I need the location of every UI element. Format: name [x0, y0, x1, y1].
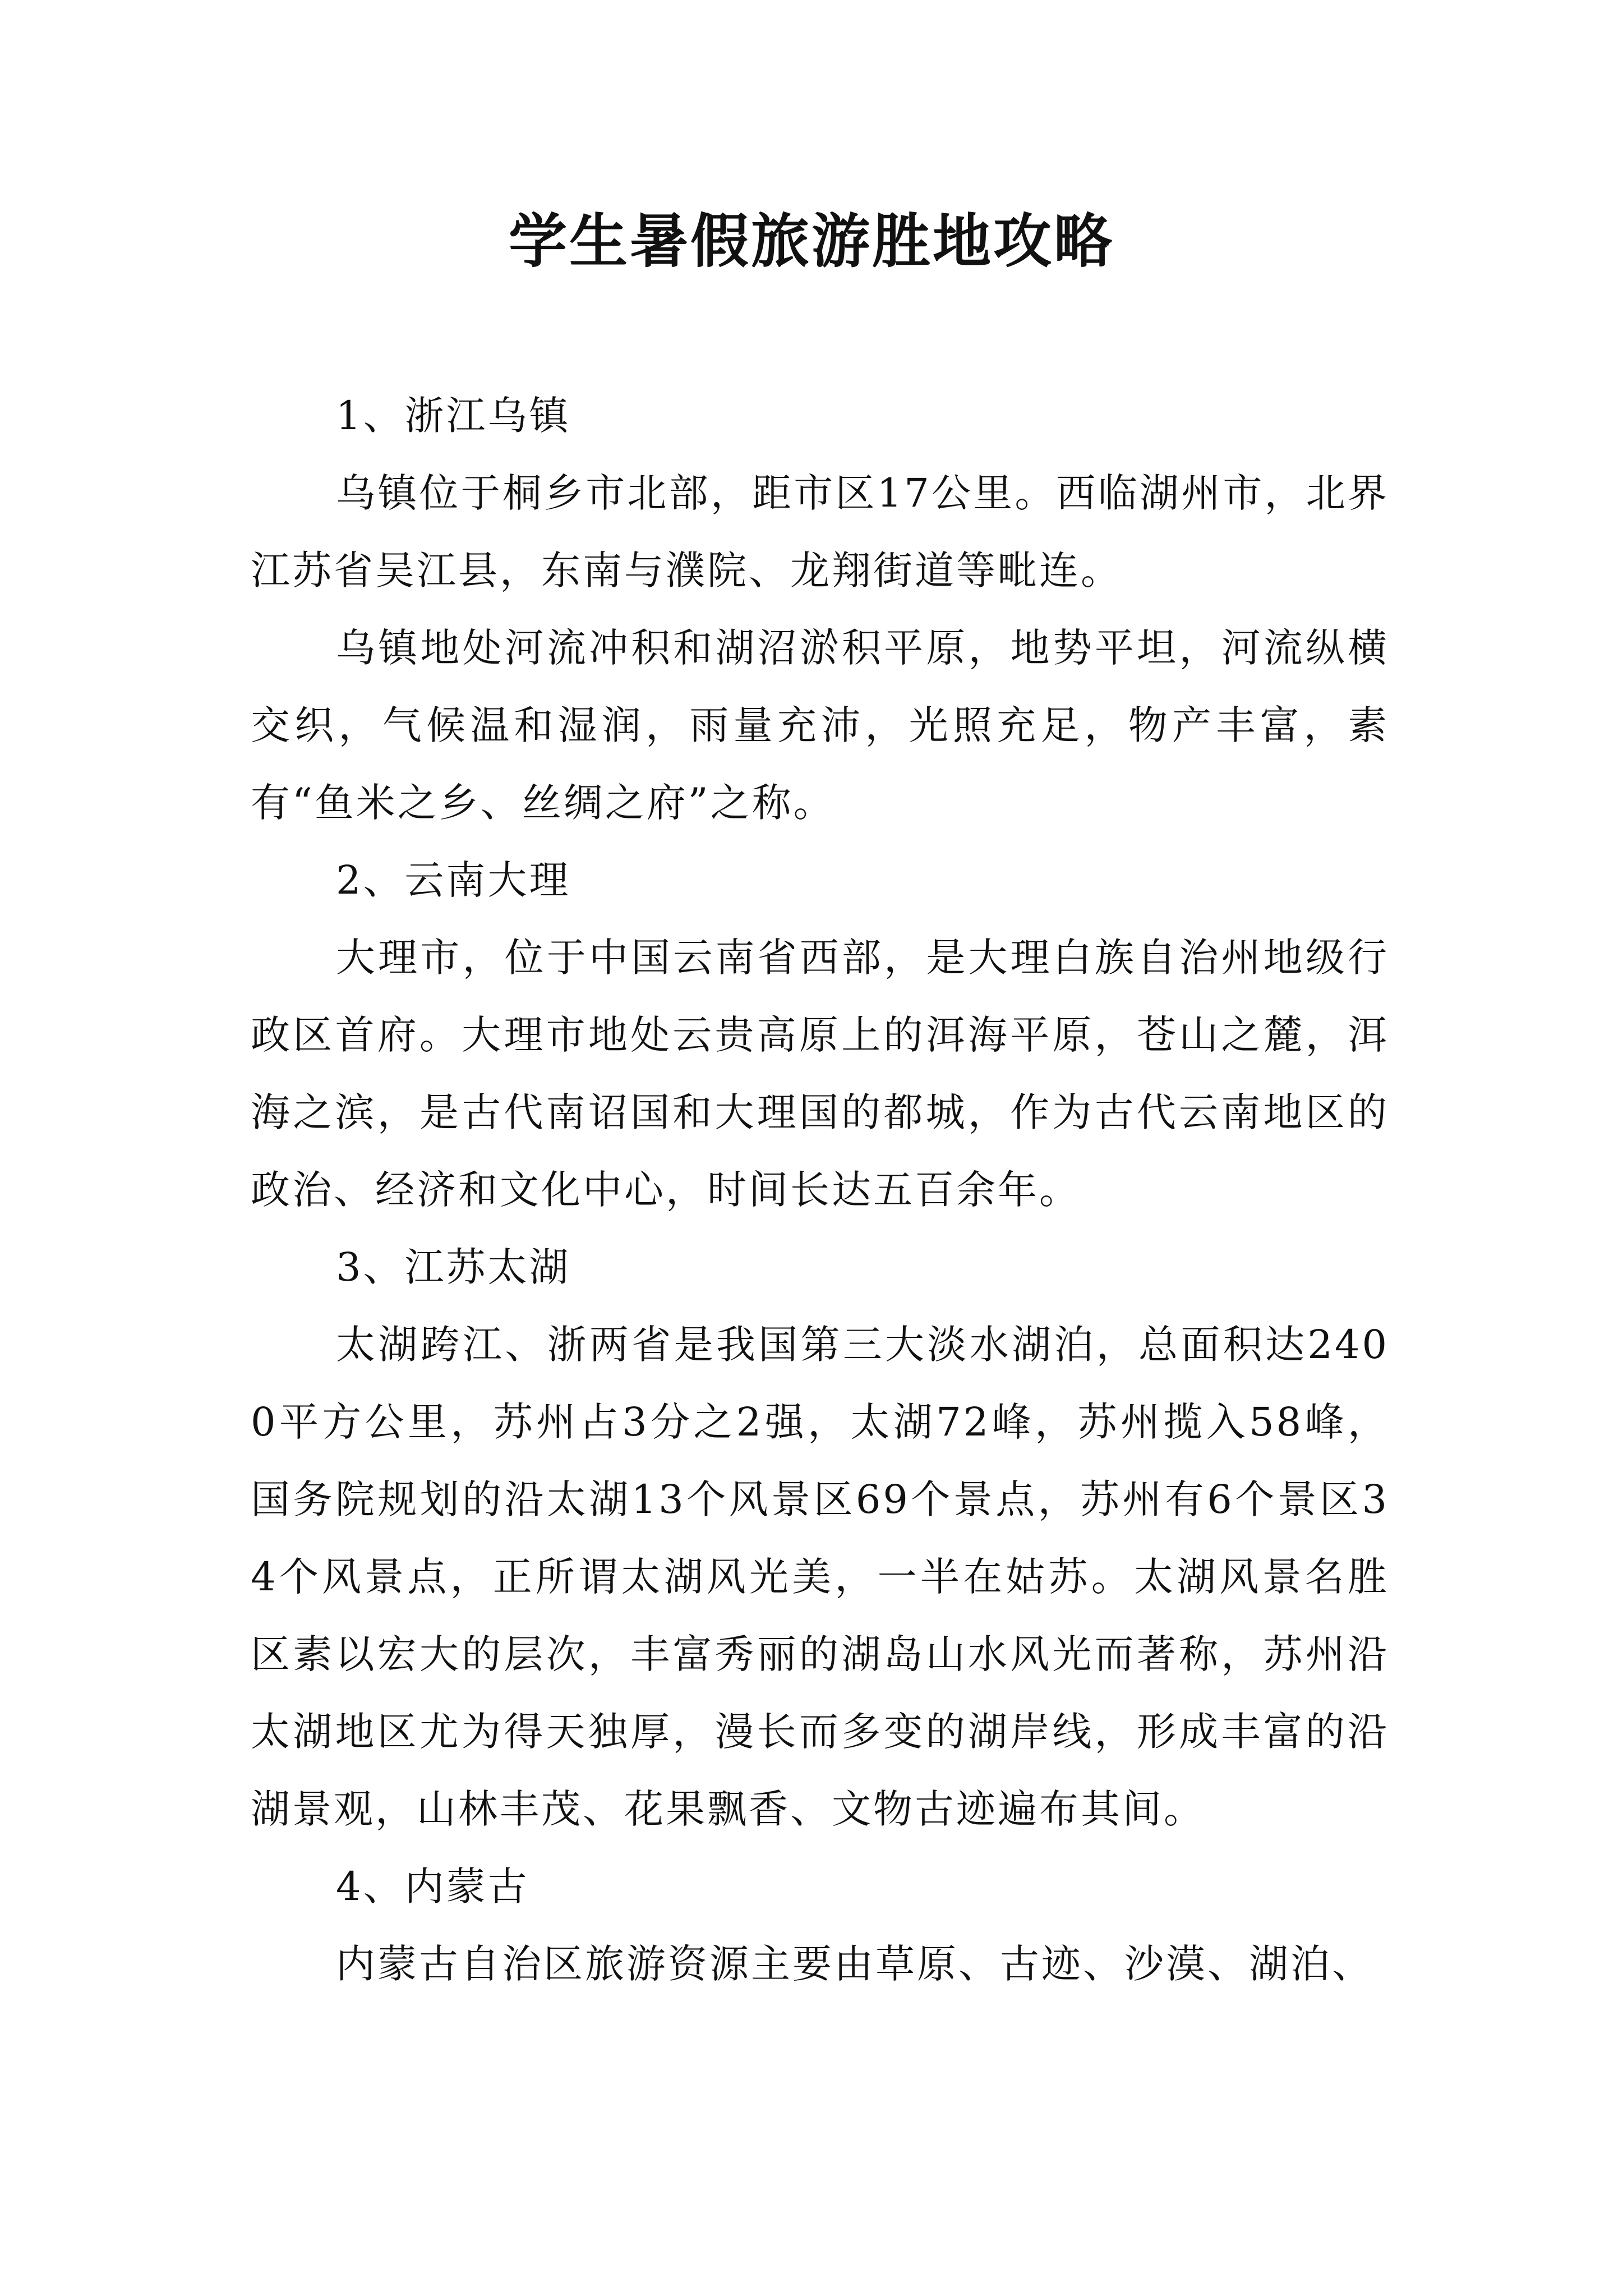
- section-heading-wuzhen: 1、浙江乌镇: [336, 393, 571, 439]
- paragraph-inner-mongolia: 内蒙古自治区旅游资源主要由草原、古迹、沙漠、湖泊、: [336, 1941, 1373, 1987]
- paragraph-dali: 大理市，位于中国云南省西部，是大理白族自治州地级行政区首府。大理市地处云贵高原上的洱海平原，苍山之麓，洱海之滨，是古代南诏国和大理国的都城，作为古代云南地区的政治、经济和文化中心，时间长达五百余年。: [251, 935, 1389, 1213]
- section-heading-taihu: 3、江苏太湖: [336, 1244, 571, 1290]
- document-body: [251, 377, 1389, 2003]
- document-title: 学生暑假旅游胜地攻略: [508, 207, 1114, 275]
- paragraph-taihu: 太湖跨江、浙两省是我国第三大淡水湖泊，总面积达2400平方公里，苏州占3分之2强，太湖72峰，苏州揽入58峰，国务院规划的沿太湖13个风景区69个景点，苏州有6个景区34个风景点，正所谓太湖风光美，一半在姑苏。太湖风景名胜区素以宏大的层次，丰富秀丽的湖岛山水风光而著称，苏州沿太湖地区尤为得天独厚，漫长而多变的湖岸线，形成丰富的沿湖景观，山林丰茂、花果飘香、文物古迹遍布其间。: [251, 1322, 1389, 1832]
- paragraph-wuzhen-geography: 乌镇地处河流冲积和湖沼淤积平原，地势平坦，河流纵横交织，气候温和湿润，雨量充沛，光照充足，物产丰富，素有“鱼米之乡、丝绸之府”之称。: [251, 625, 1389, 826]
- paragraph-wuzhen-location: 乌镇位于桐乡市北部，距市区17公里。西临湖州市，北界江苏省吴江县，东南与濮院、龙翔街道等毗连。: [251, 470, 1389, 593]
- section-heading-inner-mongolia: 4、内蒙古: [336, 1864, 529, 1910]
- section-heading-dali: 2、云南大理: [336, 857, 571, 903]
